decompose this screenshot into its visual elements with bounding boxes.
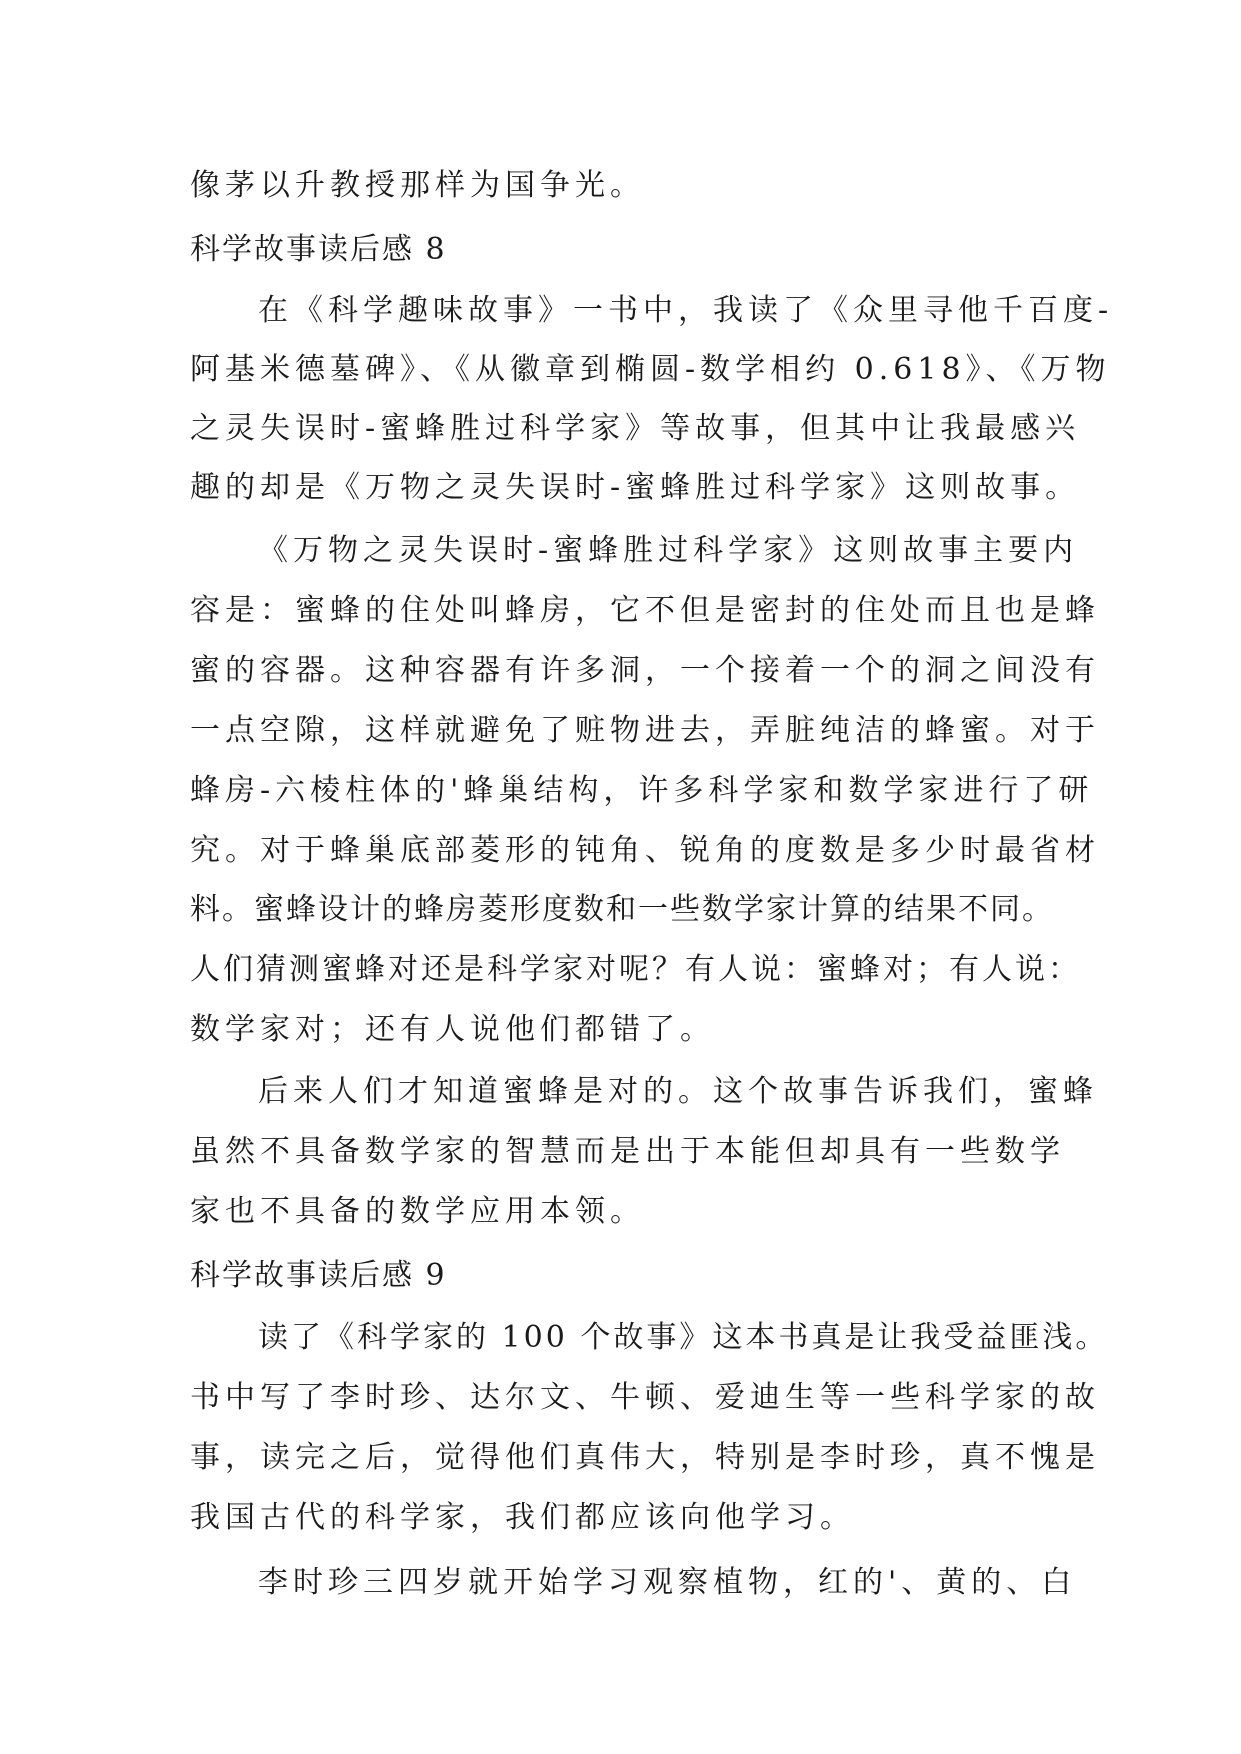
text-line: 料。蜜蜂设计的蜂房菱形度数和一些数学家计算的结果不同。 [190,892,1054,927]
text-line: 读了《科学家的 100 个故事》这本书真是让我受益匪浅。 [258,1320,1109,1355]
text-line: 虽然不具备数学家的智慧而是出于本能但却具有一些数学 [190,1134,1065,1169]
text-line: 蜂房-六棱柱体的'蜂巢结构，许多科学家和数学家进行了研 [190,773,1094,808]
text-line: 数学家对；还有人说他们都错了。 [190,1012,715,1047]
text-line: 阿基米德墓碑》、《从徽章到椭圆-数学相约 0.618》、《万物 [190,352,1111,387]
text-line: 一点空隙，这样就避免了赃物进去，弄脏纯洁的蜂蜜。对于 [190,713,1100,748]
text-line: 事，读完之后，觉得他们真伟大，特别是李时珍，真不愧是 [190,1440,1100,1475]
text-line: 究。对于蜂巢底部菱形的钝角、锐角的度数是多少时最省材 [190,833,1100,868]
text-line: 像茅以升教授那样为国争光。 [190,168,645,203]
text-line: 之灵失误时-蜜蜂胜过科学家》等故事，但其中让我最感兴 [190,411,1081,446]
text-line: 我国古代的科学家，我们都应该向他学习。 [190,1500,855,1535]
section-heading: 科学故事读后感 8 [190,232,447,267]
text-line: 趣的却是《万物之灵失误时-蜜蜂胜过科学家》这则故事。 [190,470,1081,505]
text-line: 家也不具备的数学应用本领。 [190,1194,645,1229]
text-line: 《万物之灵失误时-蜜蜂胜过科学家》这则故事主要内 [258,533,1079,568]
text-line: 人们猜测蜜蜂对还是科学家对呢？有人说：蜜蜂对；有人说： [190,952,1081,987]
text-line: 李时珍三四岁就开始学习观察植物，红的'、黄的、白 [258,1565,1077,1600]
text-line: 容是：蜜蜂的住处叫蜂房，它不但是密封的住处而且也是蜂 [190,593,1100,628]
text-line: 书中写了李时珍、达尔文、牛顿、爱迪生等一些科学家的故 [190,1380,1100,1415]
text-line: 在《科学趣味故事》一书中，我读了《众里寻他千百度- [258,293,1114,328]
text-line: 后来人们才知道蜜蜂是对的。这个故事告诉我们，蜜蜂 [258,1074,1098,1109]
text-line: 蜜的容器。这种容器有许多洞，一个接着一个的洞之间没有 [190,653,1100,688]
section-heading: 科学故事读后感 9 [190,1258,447,1293]
